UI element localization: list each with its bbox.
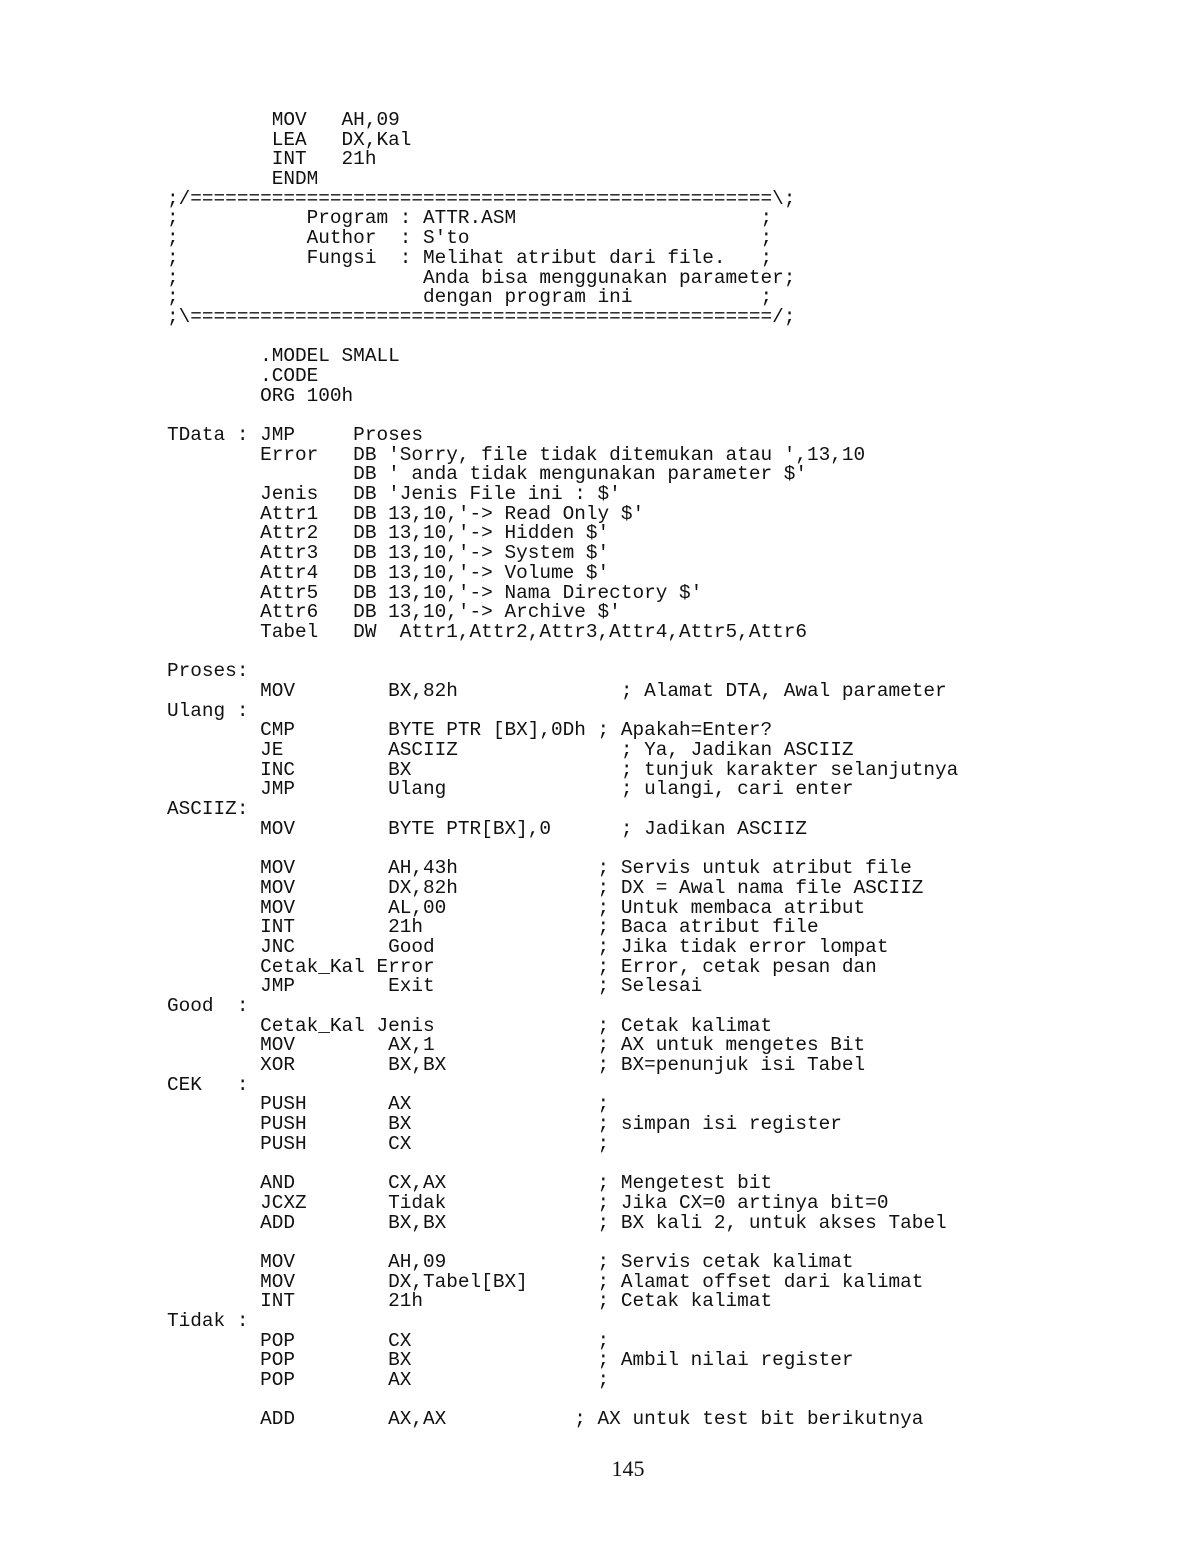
code-line: DB ' anda tidak mengunakan parameter $' [167, 463, 807, 486]
code-line: ADD BX,BX ; BX kali 2, untuk akses Tabel [167, 1211, 947, 1234]
page-number: 145 [611, 1456, 645, 1481]
code-line: INT 21h [167, 148, 377, 171]
code-line: PUSH BX ; simpan isi register [167, 1113, 842, 1136]
code-line: Attr3 DB 13,10,'-> System $' [167, 542, 610, 565]
code-line: TData : JMP Proses [167, 424, 423, 446]
code-line: MOV AH,09 [167, 109, 400, 131]
code-line: .CODE [167, 364, 319, 387]
code-line: ; Author : S'to ; [167, 227, 773, 250]
code-line: Attr1 DB 13,10,'-> Read Only $' [167, 502, 645, 525]
assembly-code-listing [167, 111, 958, 1430]
code-line: ASCIIZ: [167, 798, 249, 821]
code-line: CEK : [167, 1073, 249, 1096]
code-line: ; Anda bisa menggunakan parameter; [167, 266, 796, 289]
code-line: JMP Ulang ; ulangi, cari enter [167, 778, 854, 801]
code-line: INC BX ; tunjuk karakter selanjutnya [167, 758, 959, 781]
code-line: JCXZ Tidak ; Jika CX=0 artinya bit=0 [167, 1191, 889, 1214]
code-line: JMP Exit ; Selesai [167, 975, 703, 998]
code-line: MOV AL,00 ; Untuk membaca atribut [167, 896, 866, 919]
code-line: ;\==================================================/; [167, 305, 796, 328]
code-line: Ulang : [167, 699, 249, 722]
code-line: MOV AX,1 ; AX untuk mengetes Bit [167, 1034, 866, 1057]
code-line: MOV BX,82h ; Alamat DTA, Awal parameter [167, 679, 947, 702]
code-line: Attr2 DB 13,10,'-> Hidden $' [167, 522, 610, 545]
code-line [167, 1233, 958, 1253]
code-line: ; Program : ATTR.ASM ; [167, 207, 773, 230]
code-line: ; Fungsi : Melihat atribut dari file. ; [167, 246, 773, 269]
code-line: MOV BYTE PTR[BX],0 ; Jadikan ASCIIZ [167, 817, 807, 840]
code-line: Tabel DW Attr1,Attr2,Attr3,Attr4,Attr5,Attr6 [167, 620, 807, 643]
code-line: Proses: [167, 660, 249, 683]
code-line: Good : [167, 994, 249, 1017]
code-line: PUSH AX ; [167, 1093, 610, 1116]
code-line: ORG 100h [167, 384, 354, 407]
code-line: MOV DX,Tabel[BX] ; Alamat offset dari kalimat [167, 1270, 924, 1293]
code-line: JE ASCIIZ ; Ya, Jadikan ASCIIZ [167, 739, 854, 761]
code-line: POP BX ; Ambil nilai register [167, 1349, 854, 1372]
code-line: MOV DX,82h ; DX = Awal nama file ASCIIZ [167, 876, 924, 899]
code-line: POP AX ; [167, 1369, 610, 1391]
code-line: INT 21h ; Cetak kalimat [167, 1290, 773, 1313]
code-line: XOR BX,BX ; BX=penunjuk isi Tabel [167, 1054, 866, 1076]
code-line: JNC Good ; Jika tidak error lompat [167, 935, 889, 958]
code-line: Jenis DB 'Jenis File ini : $' [167, 483, 621, 506]
code-line: .MODEL SMALL [167, 345, 400, 368]
code-line: Cetak_Kal Jenis ; Cetak kalimat [167, 1014, 773, 1037]
code-line: CMP BYTE PTR [BX],0Dh ; Apakah=Enter? [167, 719, 773, 742]
code-line: ADD AX,AX ; AX untuk test bit berikutnya [167, 1408, 924, 1431]
code-line: POP CX ; [167, 1329, 610, 1352]
code-line: MOV AH,43h ; Servis untuk atribut file [167, 857, 912, 880]
code-line: Attr4 DB 13,10,'-> Volume $' [167, 561, 610, 584]
code-line: ENDM [167, 168, 319, 191]
code-line: Cetak_Kal Error ; Error, cetak pesan dan [167, 955, 877, 978]
code-line: ;/==================================================\; [167, 187, 796, 210]
code-line: Tidak : [167, 1309, 249, 1332]
code-line [167, 643, 958, 663]
code-line: INT 21h ; Baca atribut file [167, 916, 819, 939]
code-line: ; dengan program ini ; [167, 286, 773, 309]
code-line: AND CX,AX ; Mengetest bit [167, 1172, 773, 1195]
code-line: Attr5 DB 13,10,'-> Nama Directory $' [167, 581, 703, 604]
code-line: Attr6 DB 13,10,'-> Archive $' [167, 601, 621, 624]
code-line: MOV AH,09 ; Servis cetak kalimat [167, 1250, 854, 1273]
code-line: Error DB 'Sorry, file tidak ditemukan atau ',13,10 [167, 443, 866, 466]
code-line: LEA DX,Kal [167, 128, 412, 151]
code-line: PUSH CX ; [167, 1132, 610, 1155]
